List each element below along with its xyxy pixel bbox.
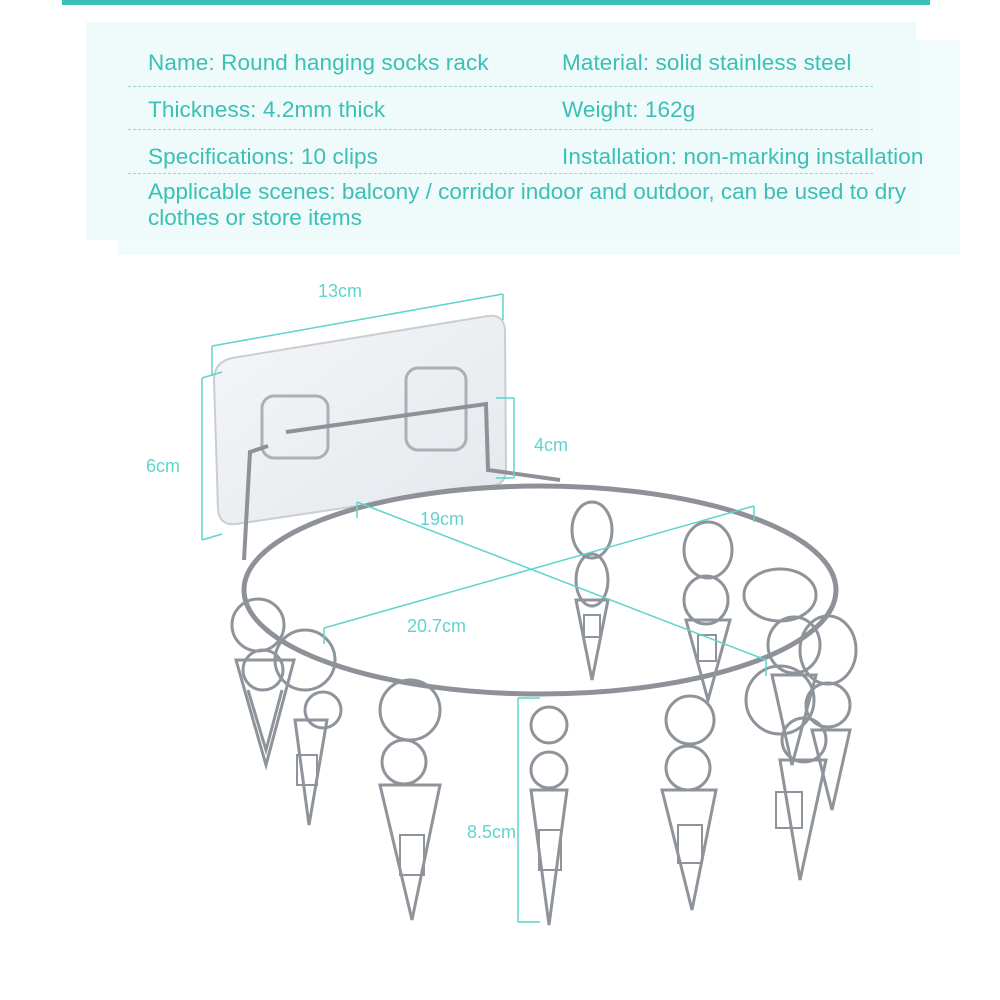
spec-thickness: Thickness: 4.2mm thick bbox=[148, 97, 386, 122]
spec-material: Material: solid stainless steel bbox=[562, 50, 852, 75]
dimension-label-hook-depth: 4cm bbox=[534, 435, 569, 455]
clip bbox=[662, 696, 716, 910]
clip bbox=[800, 616, 856, 810]
dimension-label-ring-diameter: 20.7cm bbox=[407, 616, 467, 636]
clip bbox=[531, 707, 567, 925]
spec-installation: Installation: non-marking installation bbox=[562, 144, 924, 169]
clip bbox=[380, 680, 440, 920]
spec-name: Name: Round hanging socks rack bbox=[148, 50, 489, 75]
clip bbox=[746, 666, 826, 880]
spec-weight: Weight: 162g bbox=[562, 97, 696, 122]
dimension-label-width: 13cm bbox=[318, 281, 363, 301]
clip bbox=[572, 502, 612, 680]
spec-clips: Specifications: 10 clips bbox=[148, 144, 379, 169]
dimension-label-ring-depth: 19cm bbox=[420, 509, 465, 529]
spec-scenes: Applicable scenes: balcony / corridor indoor and outdoor, can be used to dry clothes or store items bbox=[148, 179, 906, 230]
dimension-label-plate-height: 6cm bbox=[146, 456, 181, 476]
dimension-label-clip-length: 8.5cm bbox=[467, 822, 517, 842]
